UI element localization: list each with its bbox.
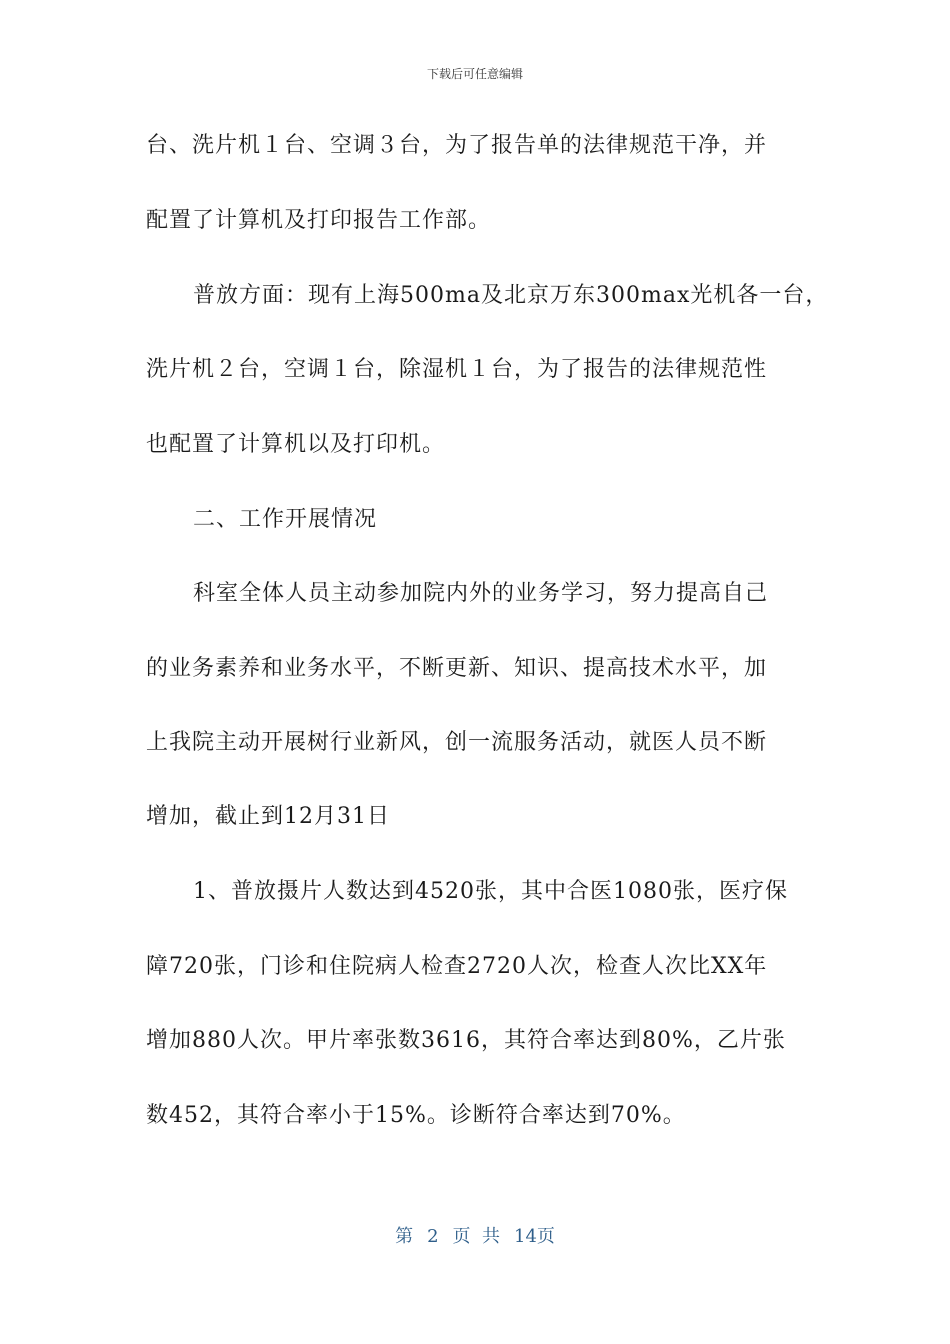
footer-page-number: 2	[427, 1226, 439, 1247]
body-line-1: 台、洗片机１台、空调３台，为了报告单的法律规范干净，并	[146, 133, 768, 158]
body-line-12: 障720张，门诊和住院病人检查2720人次，检查人次比XX年	[146, 954, 768, 979]
body-line-10: 增加，截止到12月31日	[146, 804, 390, 829]
body-line-11: 1、普放摄片人数达到4520张，其中合医1080张，医疗保	[193, 879, 788, 904]
body-line-14: 数452，其符合率小于15%。诊断符合率达到70%。	[146, 1103, 686, 1128]
body-line-8: 的业务素养和业务水平，不断更新、知识、提高技术水平，加	[146, 656, 768, 681]
page-footer	[0, 1224, 950, 1250]
footer-suffix: 页	[536, 1226, 555, 1247]
page-header: 下载后可任意编辑	[426, 67, 523, 81]
body-line-13: 增加880人次。甲片率张数3616，其符合率达到80%，乙片张	[146, 1028, 786, 1053]
body-line-5: 也配置了计算机以及打印机。	[146, 432, 446, 457]
body-line-2: 配置了计算机及打印报告工作部。	[146, 208, 492, 233]
footer-middle: 页 共	[452, 1226, 500, 1247]
body-line-7: 科室全体人员主动参加院内外的业务学习，努力提高自己	[193, 581, 769, 606]
body-line-4: 洗片机２台，空调１台，除湿机１台，为了报告的法律规范性	[146, 357, 768, 382]
footer-total-pages: 14	[514, 1226, 537, 1247]
footer-prefix: 第	[395, 1226, 414, 1247]
body-line-9: 上我院主动开展树行业新风，创一流服务活动，就医人员不断	[146, 730, 768, 755]
section-heading: 二、工作开展情况	[193, 507, 378, 532]
body-line-3: 普放方面：现有上海500ma及北京万东300max光机各一台，	[193, 283, 829, 308]
